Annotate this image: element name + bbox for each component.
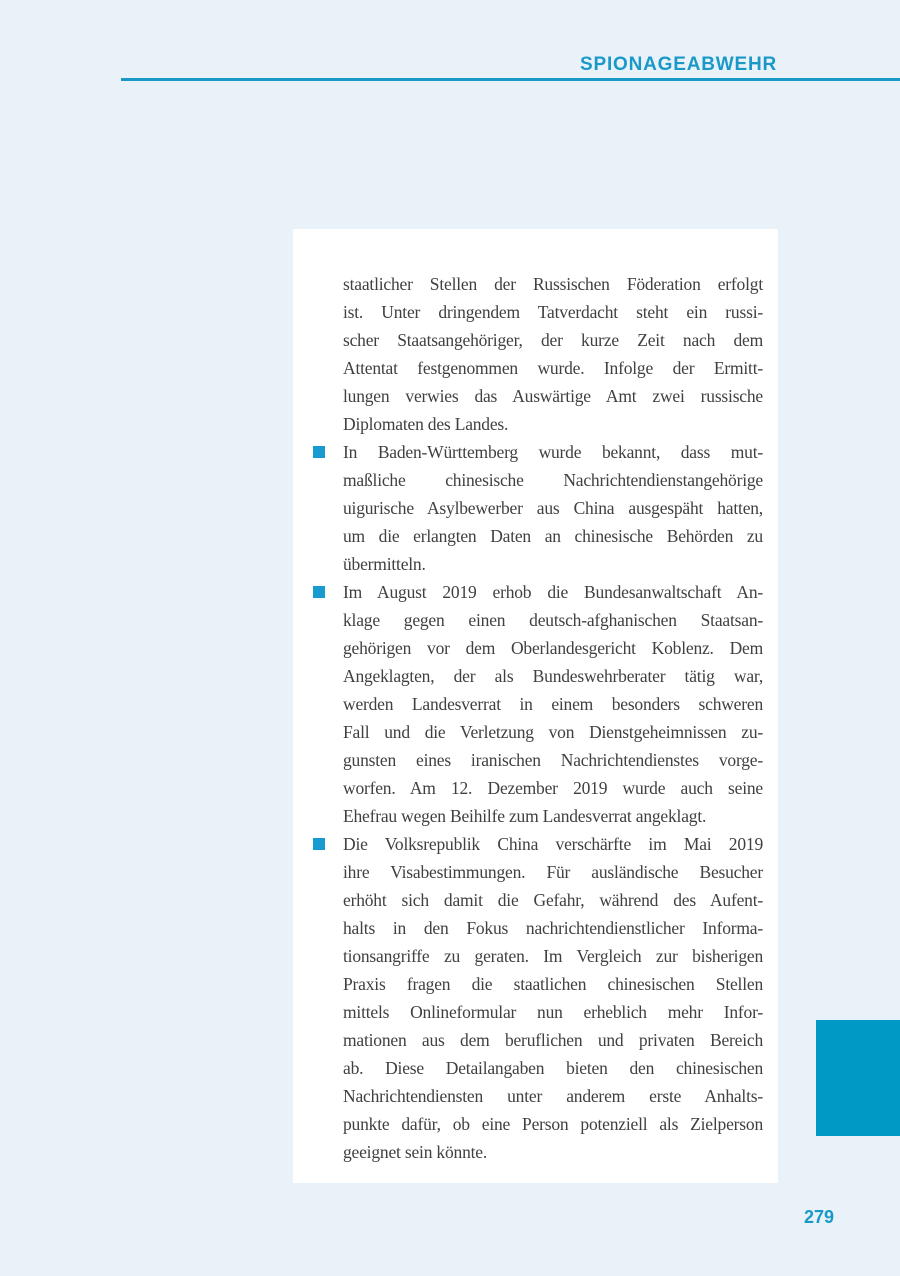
paragraph bbox=[343, 270, 763, 438]
text-line: Attentat festgenommen wurde. Infolge der Ermitt- bbox=[343, 358, 763, 378]
text-line: worfen. Am 12. Dezember 2019 wurde auch seine bbox=[343, 778, 763, 798]
text-line: Fall und die Verletzung von Dienstgeheimnissen zu- bbox=[343, 722, 763, 742]
text-line: Diplomaten des Landes. bbox=[343, 414, 509, 434]
text-line: Im August 2019 erhob die Bundesanwaltschaft An- bbox=[343, 582, 763, 602]
text-line: übermitteln. bbox=[343, 554, 426, 574]
text-line: ist. Unter dringendem Tatverdacht steht ein russi- bbox=[343, 302, 763, 322]
bullet-square-icon bbox=[313, 586, 325, 598]
text-line: Nachrichtendiensten unter anderem erste Anhalts- bbox=[343, 1086, 763, 1106]
text-line: Die Volksrepublik China verschärfte im Mai 2019 bbox=[343, 834, 763, 854]
text-line: geeignet sein könnte. bbox=[343, 1142, 488, 1162]
text-line: uigurische Asylbewerber aus China ausgespäht hatten, bbox=[343, 498, 763, 518]
text-line: tionsangriffe zu geraten. Im Vergleich zur bisherigen bbox=[343, 946, 763, 966]
text-line: Praxis fragen die staatlichen chinesischen Stellen bbox=[343, 974, 763, 994]
body-text-column bbox=[343, 270, 763, 1166]
bullet-square-icon bbox=[313, 446, 325, 458]
text-line: mationen aus dem beruflichen und privaten Bereich bbox=[343, 1030, 763, 1050]
text-line: gunsten eines iranischen Nachrichtendienstes vorge- bbox=[343, 750, 763, 770]
chapter-tab-marker bbox=[816, 1020, 900, 1136]
bullet-item bbox=[343, 578, 763, 830]
text-line: lungen verwies das Auswärtige Amt zwei russische bbox=[343, 386, 763, 406]
text-line: halts in den Fokus nachrichtendienstlicher Informa- bbox=[343, 918, 763, 938]
text-line: erhöht sich damit die Gefahr, während des Aufent- bbox=[343, 890, 763, 910]
text-line: punkte dafür, ob eine Person potenziell als Zielperson bbox=[343, 1114, 763, 1134]
content-panel bbox=[293, 229, 778, 1183]
text-line: staatlicher Stellen der Russischen Föderation erfolgt bbox=[343, 274, 763, 294]
text-line: In Baden-Württemberg wurde bekannt, dass mut- bbox=[343, 442, 763, 462]
section-header-title: SPIONAGEABWEHR bbox=[580, 54, 777, 75]
text-line: klage gegen einen deutsch-afghanischen Staatsan- bbox=[343, 610, 763, 630]
header-rule bbox=[121, 78, 900, 81]
bullet-square-icon bbox=[313, 838, 325, 850]
text-line: um die erlangten Daten an chinesische Behörden zu bbox=[343, 526, 763, 546]
text-line: scher Staatsangehöriger, der kurze Zeit nach dem bbox=[343, 330, 763, 350]
bullet-item bbox=[343, 830, 763, 1166]
text-line: ihre Visabestimmungen. Für ausländische Besucher bbox=[343, 862, 763, 882]
text-line: maßliche chinesische Nachrichtendienstangehörige bbox=[343, 470, 763, 490]
page-number: 279 bbox=[803, 1207, 834, 1227]
bullet-item bbox=[343, 438, 763, 578]
text-line: Angeklagten, der als Bundeswehrberater tätig war, bbox=[343, 666, 763, 686]
text-line: Ehefrau wegen Beihilfe zum Landesverrat angeklagt. bbox=[343, 806, 707, 826]
text-line: gehörigen vor dem Oberlandesgericht Koblenz. Dem bbox=[343, 638, 763, 658]
text-line: ab. Diese Detailangaben bieten den chinesischen bbox=[343, 1058, 763, 1078]
text-line: mittels Onlineformular nun erheblich mehr Infor- bbox=[343, 1002, 763, 1022]
text-line: werden Landesverrat in einem besonders schweren bbox=[343, 694, 763, 714]
